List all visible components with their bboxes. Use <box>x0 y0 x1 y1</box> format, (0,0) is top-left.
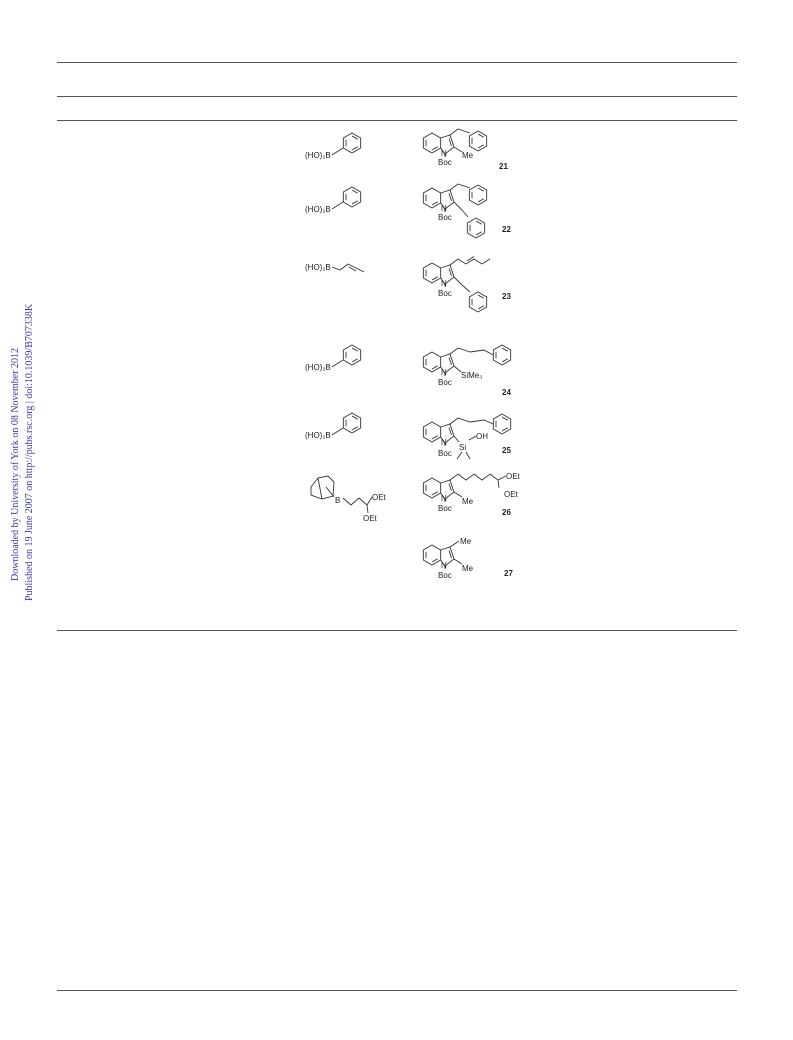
boc-label: Boc <box>438 158 452 167</box>
boc-label: Boc <box>438 449 452 458</box>
reagent-boronic-acid-3 <box>305 345 361 372</box>
product-25 <box>423 414 511 459</box>
n-label: N <box>441 438 447 447</box>
boc-label: Boc <box>438 378 452 387</box>
n-label: N <box>441 368 447 377</box>
reagent-9-bbn-acetal <box>311 476 387 523</box>
boc-label: Boc <box>438 289 452 298</box>
download-notice-line1: Downloaded by University of York on 08 November 2012 <box>10 347 21 581</box>
oh-label: OH <box>476 432 488 441</box>
boronic-label: (HO)₂B <box>305 431 331 440</box>
sime3-label: SiMe₃ <box>461 371 483 380</box>
oet-label: OEt <box>372 493 386 502</box>
si-label: Si <box>459 443 467 452</box>
n-label: N <box>441 149 447 158</box>
boc-label: Boc <box>438 504 452 513</box>
compound-number-26: 26 <box>502 508 511 517</box>
compound-number-24: 24 <box>502 388 511 397</box>
product-22 <box>423 184 511 238</box>
boc-label: Boc <box>438 213 452 222</box>
compound-number-23: 23 <box>502 292 511 301</box>
product-24 <box>423 345 511 397</box>
me-label: Me <box>462 497 474 506</box>
n-label: N <box>441 204 447 213</box>
oet-label: OEt <box>504 490 518 499</box>
n-label: N <box>441 279 447 288</box>
boronic-label: (HO)₂B <box>305 205 331 214</box>
product-21 <box>423 129 508 171</box>
oet-label: OEt <box>506 472 520 481</box>
compound-number-27: 27 <box>504 569 513 578</box>
me-label: Me <box>462 564 474 573</box>
product-27 <box>423 537 513 580</box>
boronic-label: (HO)₂B <box>305 151 331 160</box>
me-label: Me <box>462 151 474 160</box>
compound-number-22: 22 <box>502 225 511 234</box>
reagent-boronic-acid-1 <box>305 133 361 160</box>
product-26 <box>423 472 520 517</box>
n-label: N <box>441 561 447 570</box>
boc-label: Boc <box>438 571 452 580</box>
boron-label: B <box>335 496 341 505</box>
boronic-label: (HO)₂B <box>305 263 331 272</box>
me-label: Me <box>460 537 472 546</box>
n-label: N <box>441 494 447 503</box>
reagent-boronic-acid-2 <box>305 187 361 214</box>
compound-number-21: 21 <box>499 162 508 171</box>
reagent-butenyl-boronic-acid <box>305 263 364 272</box>
reagent-boronic-acid-4 <box>305 413 361 440</box>
boronic-label: (HO)₂B <box>305 363 331 372</box>
oet-label: OEt <box>363 514 377 523</box>
compound-number-25: 25 <box>502 446 511 455</box>
download-notice-line2: Published on 19 June 2007 on http://pubs.rsc.org | doi:10.1039/B707338K <box>24 303 35 601</box>
product-23 <box>423 257 511 313</box>
